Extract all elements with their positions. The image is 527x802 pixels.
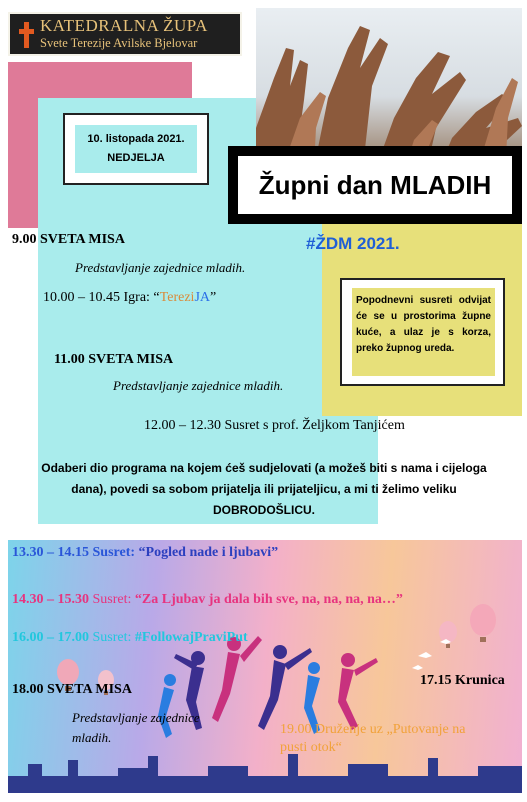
welcome-line-1: Odaberi dio programa na kojem ćeš sudjelovati (a možeš biti s nama i cijeloga	[41, 461, 487, 475]
welcome-message	[14, 458, 514, 521]
game-name-a: Terezi	[159, 290, 195, 305]
event-date: 10. listopada 2021.	[87, 133, 185, 145]
afternoon-time-3: 16.00 – 17.00	[12, 630, 89, 645]
welcome-line-2: dana), povedi sa sobom prijatelja ili prijateljicu, a mi ti želimo veliku	[71, 482, 457, 496]
cross-icon	[19, 22, 34, 48]
game-name-b: JA	[194, 290, 210, 305]
dove-icon	[412, 639, 451, 670]
evening-mass: 18.00 SVETA MISA	[12, 682, 132, 697]
game-prefix: 10.00 – 10.45 Igra: “	[43, 290, 160, 305]
afternoon-item-1	[12, 545, 278, 561]
afternoon-time-2: 14.30 – 15.30	[12, 592, 89, 607]
afternoon-title-1: “Pogled nade i ljubavi”	[138, 545, 279, 560]
afternoon-item-2	[12, 592, 403, 608]
info-text: Popodnevni susreti odvijat će se u prostorima župne kuće, a ulaz je s korza, preko župnog ureda.	[352, 288, 495, 376]
afternoon-item-3	[12, 630, 248, 646]
afternoon-time-1: 13.30 – 14.15	[12, 545, 89, 560]
logo-name: KATEDRALNA ŽUPA	[40, 16, 208, 35]
afternoon-label-3: Susret:	[89, 630, 135, 645]
party-background	[8, 540, 522, 793]
mass-1: 9.00 SVETA MISA	[12, 232, 125, 247]
game-line	[43, 290, 216, 306]
date-box	[63, 113, 209, 185]
info-box	[340, 278, 505, 386]
welcome-line-3: DOBRODOŠLICU.	[213, 503, 315, 517]
hashtag: #ŽDM 2021.	[306, 234, 400, 253]
social-line-1: 19.00 Druženje uz „Putovanje na	[280, 722, 466, 737]
page-title: Župni dan MLADIH	[258, 169, 492, 200]
afternoon-title-3: #FollowajPraviPut	[134, 630, 248, 645]
game-suffix: ”	[210, 290, 217, 305]
evening-mass-note-1: Predstavljanje zajednice	[72, 710, 200, 725]
afternoon-label-2: Susret:	[89, 592, 135, 607]
afternoon-title-2: “Za Ljubav ja dala bih sve, na, na, na, na…”	[134, 592, 403, 607]
city-skyline	[8, 754, 522, 793]
mass-2: 11.00 SVETA MISA	[54, 352, 174, 367]
date-inner	[75, 125, 197, 173]
social-line-2: pusti otok“	[280, 740, 342, 755]
event-day: NEDJELJA	[107, 152, 165, 164]
afternoon-label-1: Susret:	[89, 545, 139, 560]
title-inner	[238, 156, 512, 214]
rosary: 17.15 Krunica	[420, 673, 505, 688]
logo-subtitle: Svete Terezije Avilske Bjelovar	[40, 36, 198, 50]
mass-1-note: Predstavljanje zajednice mladih.	[75, 260, 246, 275]
parish-logo	[8, 12, 242, 56]
title-box	[228, 146, 522, 224]
evening-mass-note-2: mladih.	[72, 730, 112, 745]
meeting-line: 12.00 – 12.30 Susret s prof. Željkom Tanjićem	[144, 418, 405, 433]
afternoon-section	[8, 540, 522, 793]
mass-2-note: Predstavljanje zajednice mladih.	[113, 378, 284, 393]
